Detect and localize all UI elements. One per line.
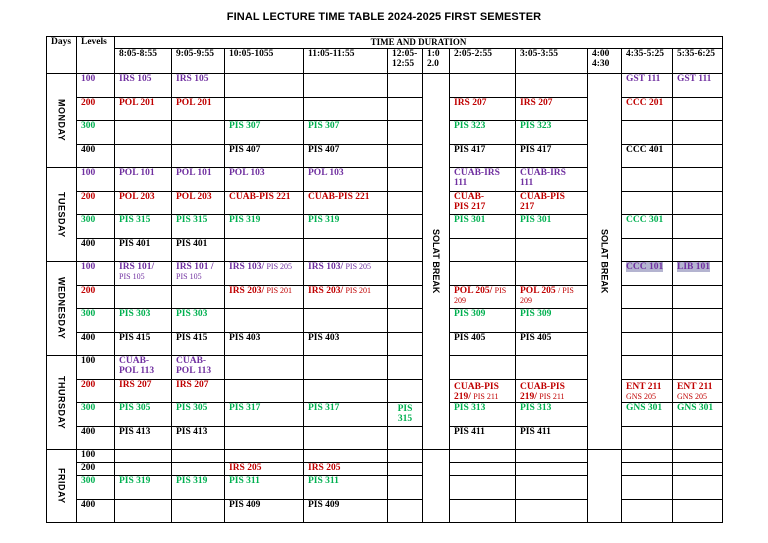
course-cell: PIS 403 [304,332,388,356]
course-cell [172,144,225,168]
course-cell [622,121,673,145]
course-cell: PIS 409 [225,499,304,523]
course-cell [516,191,588,215]
course-cell [673,379,723,403]
course-cell [622,285,673,309]
course-cell [172,499,225,523]
course-cell: PIS 401 [172,238,225,262]
slot-header: 9:05-9:55 [172,49,225,74]
course-line: IRS 203/ [229,285,265,296]
course-cell: CCC 201 [622,97,673,121]
solat-break-cell: SOLAT BREAK [588,74,622,450]
course-cell [304,238,388,262]
course-cell: PIS 305 [115,403,172,427]
course-cell [304,356,388,380]
day-label-monday: MONDAY [47,74,77,168]
course-cell [622,262,673,286]
page-title: FINAL LECTURE TIME TABLE 2024-2025 FIRST SEMESTER [226,11,542,23]
course-cell: PIS 411 [450,426,516,450]
course-cell [388,191,423,215]
course-cell [673,97,723,121]
course-highlight: CCC 101 [626,262,664,272]
level-cell: 100 [77,262,115,286]
course-line: 209 [520,295,532,305]
course-cell: GNS 301 [673,403,723,427]
course-cell [304,285,388,309]
slot-label: 4:00 [592,49,610,59]
course-cell [304,426,388,450]
course-cell: PIS 411 [516,426,588,450]
course-cell [673,356,723,380]
course-cell [516,262,588,286]
course-cell: POL 103 [304,168,388,192]
slot-header: 5:35-6:25 [673,49,723,74]
course-cell [225,285,304,309]
course-cell [388,379,423,403]
course-cell: GST 111 [622,74,673,98]
time-duration-header: TIME AND DURATION [115,37,723,49]
course-cell [304,74,388,98]
course-cell: PIS 307 [225,121,304,145]
level-cell: 400 [77,144,115,168]
course-cell: PIS 319 [225,215,304,239]
course-cell: IRS 207 [516,97,588,121]
course-cell [388,476,423,500]
course-cell: POL 201 [172,97,225,121]
course-cell [225,97,304,121]
course-cell: PIS 407 [225,144,304,168]
level-cell: 100 [77,450,115,463]
course-line: POL 113 [119,366,155,376]
course-cell: IRS 205 [304,463,388,476]
course-cell [225,309,304,333]
slot-label: 2.0 [427,59,439,69]
course-line: 219/ [454,392,471,402]
slot-header [423,49,450,74]
level-cell: 300 [77,121,115,145]
day-label-tuesday: TUESDAY [47,168,77,262]
course-line: 217 [520,201,535,212]
course-cell [388,499,423,523]
slot-header: 10:05-1055 [225,49,304,74]
course-cell [388,262,423,286]
course-cell [516,238,588,262]
course-cell [673,450,723,463]
course-cell [172,262,225,286]
course-cell [450,476,516,500]
course-highlight: LIB 101 [677,262,710,272]
course-cell [388,332,423,356]
day-label-wednesday: WEDNESDAY [47,262,77,356]
course-cell: IRS 207 [450,97,516,121]
course-line: CUAB- [119,356,150,366]
course-cell: POL 203 [172,191,225,215]
course-cell: PIS 405 [516,332,588,356]
course-line: CUAB- [176,356,207,366]
course-cell [516,476,588,500]
course-cell [622,463,673,476]
course-line: IRS 101/ [119,262,155,272]
course-line: PIS 217 [454,201,486,212]
course-line: CUAB- [454,191,485,202]
course-cell [450,285,516,309]
course-cell: PIS 319 [304,215,388,239]
course-cell [516,168,588,192]
level-cell: 400 [77,426,115,450]
course-line: PIS 211 [539,392,565,401]
course-line: PIS 105 [176,272,202,281]
course-cell [673,191,723,215]
course-cell [388,121,423,145]
course-cell [304,97,388,121]
course-line: PIS 205 [266,262,293,271]
course-cell [673,144,723,168]
course-line: PIS 211 [473,392,499,401]
course-cell: PIS 305 [172,403,225,427]
course-cell: IRS 207 [172,379,225,403]
level-cell: 100 [77,168,115,192]
level-cell: 200 [77,285,115,309]
course-cell: PIS 413 [115,426,172,450]
course-cell [388,97,423,121]
slot-header: 11:05-11:55 [304,49,388,74]
level-cell: 300 [77,215,115,239]
course-cell: PIS 319 [172,476,225,500]
course-cell [450,238,516,262]
course-cell: PIS 315 [115,215,172,239]
course-line: GNS 205 [677,392,708,401]
course-cell [516,379,588,403]
course-cell: POL 201 [115,97,172,121]
course-cell: IRS 105 [115,74,172,98]
course-cell [622,309,673,333]
course-cell [673,262,723,286]
course-cell [388,238,423,262]
slot-header [588,49,622,74]
course-cell [388,215,423,239]
slot-label: 4:30 [592,59,610,69]
slot-label: 12:05- [392,49,418,59]
course-cell: PIS 315 [172,215,225,239]
course-cell [172,450,225,463]
day-label-friday: FRIDAY [47,450,77,523]
course-cell [516,450,588,463]
course-cell [388,356,423,380]
course-cell: POL 203 [115,191,172,215]
course-line: GNS 205 [626,392,657,401]
course-cell [450,379,516,403]
course-cell [622,356,673,380]
level-cell: 300 [77,476,115,500]
course-cell [115,121,172,145]
course-cell: PIS 319 [115,476,172,500]
break-cell [423,450,450,523]
course-cell: PIS 323 [450,121,516,145]
course-line: CUAB-PIS [454,382,499,392]
course-cell [172,463,225,476]
course-cell [516,356,588,380]
course-cell [304,262,388,286]
course-cell: PIS 309 [516,309,588,333]
course-cell [388,285,423,309]
course-cell [450,74,516,98]
course-cell [225,450,304,463]
course-cell [622,191,673,215]
timetable [46,36,723,523]
course-cell: PIS 311 [304,476,388,500]
slot-label: 12:55 [392,59,415,69]
level-cell: 400 [77,238,115,262]
course-line: CUAB-IRS [520,168,566,178]
course-cell: POL 101 [115,168,172,192]
course-cell [673,332,723,356]
days-header: Days [47,37,77,74]
course-cell [388,463,423,476]
slot-label: 1:0 [427,49,440,59]
level-cell: 400 [77,332,115,356]
course-cell [450,356,516,380]
level-cell: 200 [77,191,115,215]
course-cell [622,450,673,463]
course-cell [225,426,304,450]
course-cell: PIS 313 [516,403,588,427]
course-line: 209 [454,295,466,305]
level-cell: 200 [77,463,115,476]
course-line: 219/ [520,392,537,402]
course-cell [388,74,423,98]
course-cell [673,121,723,145]
course-cell: POL 101 [172,168,225,192]
course-cell: PIS 413 [172,426,225,450]
course-cell [388,426,423,450]
course-line: CUAB-PIS [520,382,565,392]
course-cell [225,74,304,98]
course-line: PIS 105 [119,272,145,281]
course-cell [388,144,423,168]
course-line: POL 205 [520,285,556,296]
course-line: 111 [520,178,534,188]
course-cell [115,463,172,476]
level-cell: 200 [77,379,115,403]
course-cell: PIS 317 [304,403,388,427]
course-cell [516,463,588,476]
course-cell [622,476,673,500]
course-cell: GNS 301 [622,403,673,427]
course-cell: GST 111 [673,74,723,98]
course-line: CUAB-PIS [520,191,565,202]
course-cell [115,450,172,463]
course-cell: PIS 301 [516,215,588,239]
course-line: PIS 201 [266,285,293,295]
course-cell [673,309,723,333]
course-line: IRS 101 / [176,262,214,272]
course-cell: PIS 311 [225,476,304,500]
course-cell: PIS 315 [388,403,423,427]
level-cell: 100 [77,356,115,380]
levels-header: Levels [77,37,115,74]
course-cell [450,262,516,286]
slot-header [388,49,423,74]
course-cell [673,426,723,450]
course-cell: PIS 313 [450,403,516,427]
course-cell: PIS 401 [115,238,172,262]
level-cell: 300 [77,403,115,427]
course-cell [450,168,516,192]
course-cell [115,144,172,168]
course-cell: PIS 307 [304,121,388,145]
solat-break-cell: SOLAT BREAK [423,74,450,450]
course-cell [450,463,516,476]
course-cell: POL 103 [225,168,304,192]
day-label-thursday: THURSDAY [47,356,77,450]
course-cell: PIS 405 [450,332,516,356]
course-cell: PIS 309 [450,309,516,333]
course-line: PIS 205 [345,262,372,271]
course-cell [673,285,723,309]
course-line: IRS 103/ [229,262,265,272]
course-line: ENT 211 [677,382,713,392]
course-cell [622,499,673,523]
course-line: IRS 103/ [308,262,344,272]
course-cell: PIS 323 [516,121,588,145]
course-cell [172,356,225,380]
course-cell [304,450,388,463]
level-cell: 300 [77,309,115,333]
course-cell [115,285,172,309]
course-cell: IRS 105 [172,74,225,98]
slot-header: 2:05-2:55 [450,49,516,74]
course-cell [172,285,225,309]
course-cell: PIS 417 [450,144,516,168]
course-line: CUAB-IRS [454,168,500,178]
course-cell [225,262,304,286]
course-cell: PIS 301 [450,215,516,239]
course-cell [115,499,172,523]
course-cell [516,74,588,98]
course-cell [115,356,172,380]
course-line: PIS [494,285,507,295]
course-cell: PIS 409 [304,499,388,523]
course-line: IRS 203/ [308,285,344,296]
course-cell [115,262,172,286]
course-cell: PIS 303 [115,309,172,333]
course-line: POL 205/ [454,285,493,296]
course-cell: PIS 407 [304,144,388,168]
course-cell [304,379,388,403]
slot-header: 4:35-5:25 [622,49,673,74]
course-cell [673,238,723,262]
course-cell: PIS 417 [516,144,588,168]
course-cell [622,168,673,192]
course-line: 111 [454,178,468,188]
course-cell [450,191,516,215]
break-cell [588,450,622,523]
course-cell [225,238,304,262]
course-cell [225,379,304,403]
course-cell: PIS 317 [225,403,304,427]
course-cell [673,168,723,192]
course-cell [450,450,516,463]
course-cell [622,238,673,262]
slot-header: 3:05-3:55 [516,49,588,74]
course-cell [516,499,588,523]
course-cell [388,309,423,333]
course-cell [450,499,516,523]
level-cell: 200 [77,97,115,121]
course-cell: CCC 301 [622,215,673,239]
course-cell [622,332,673,356]
course-cell [225,356,304,380]
course-cell [673,476,723,500]
course-cell [388,168,423,192]
course-cell [622,426,673,450]
course-cell: PIS 415 [172,332,225,356]
level-cell: 400 [77,499,115,523]
course-cell: PIS 303 [172,309,225,333]
course-cell [388,450,423,463]
course-cell: CUAB-PIS 221 [225,191,304,215]
course-cell [304,309,388,333]
slot-header: 8:05-8:55 [115,49,172,74]
course-cell: IRS 205 [225,463,304,476]
course-cell [516,285,588,309]
level-cell: 100 [77,74,115,98]
course-line: PIS 201 [345,285,372,295]
course-cell: CUAB-PIS 221 [304,191,388,215]
course-line: ENT 211 [626,382,662,392]
course-cell: IRS 207 [115,379,172,403]
course-cell [622,379,673,403]
course-cell [673,215,723,239]
course-cell: CCC 401 [622,144,673,168]
course-line: / PIS [558,285,574,295]
course-cell: PIS 415 [115,332,172,356]
course-cell [673,463,723,476]
course-cell [673,499,723,523]
course-cell: PIS 403 [225,332,304,356]
course-cell [172,121,225,145]
course-line: POL 113 [176,366,212,376]
